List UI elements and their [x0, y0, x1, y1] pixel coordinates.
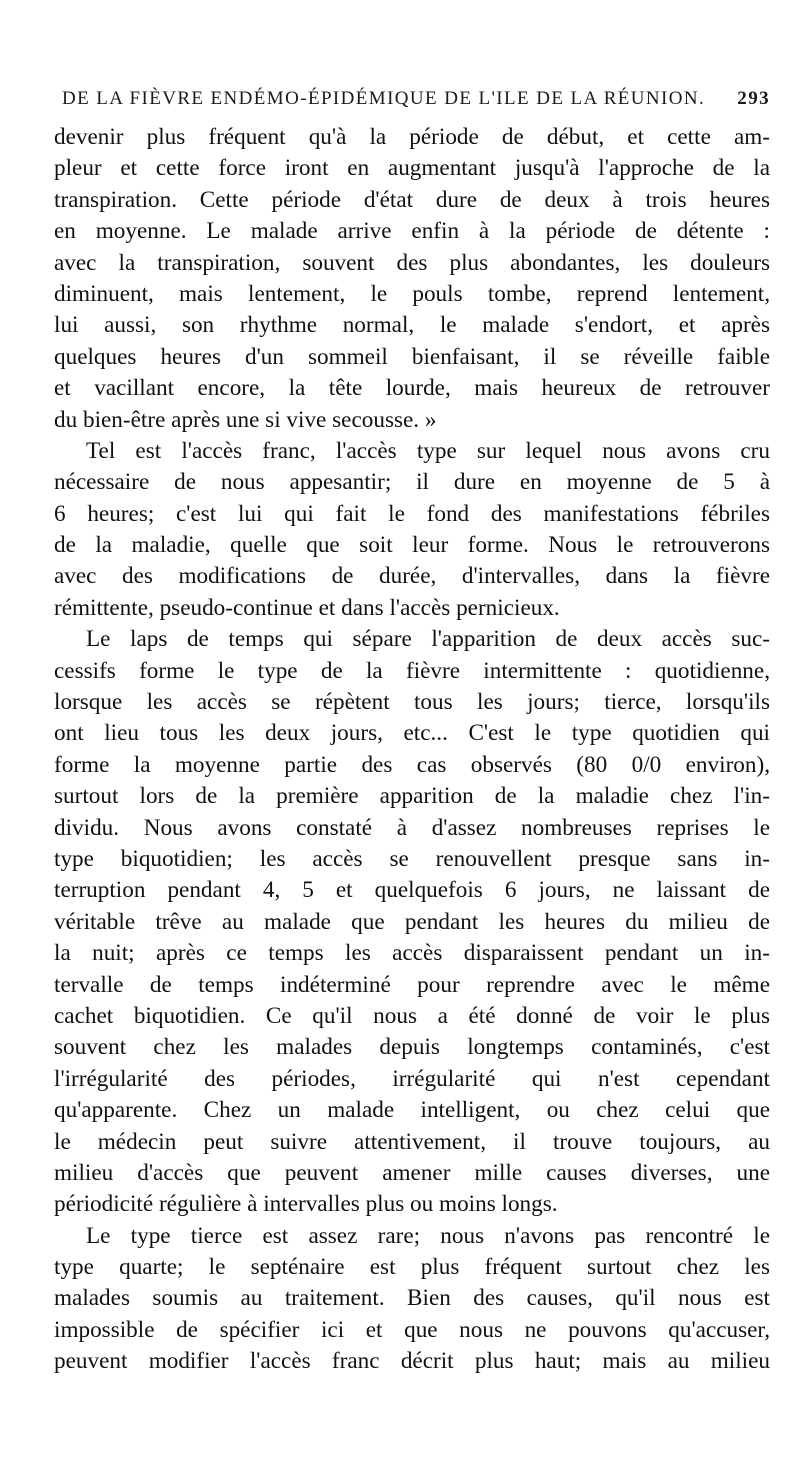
- text-line: la nuit; après ce temps les accès disparaissent pendant un in-: [54, 940, 770, 967]
- text-line: peuvent modifier l'accès franc décrit plus haut; mais au milieu: [54, 1348, 770, 1375]
- text-line: avec la transpiration, souvent des plus abondantes, les douleurs: [54, 249, 770, 276]
- text-line: rémittente, pseudo-continue et dans l'accès pernicieux.: [54, 594, 560, 621]
- text-line: avec des modifications de durée, d'intervalles, dans la fièvre: [54, 563, 770, 590]
- text-line: milieu d'accès que peuvent amener mille causes diverses, une: [54, 1159, 770, 1186]
- text-line: dividu. Nous avons constaté à d'assez nombreuses reprises le: [54, 814, 770, 841]
- text-line: type quarte; le septénaire est plus fréquent surtout chez les: [54, 1254, 770, 1281]
- text-line: ont lieu tous les deux jours, etc... C'est le type quotidien qui: [54, 720, 770, 747]
- text-line: 6 heures; c'est lui qui fait le fond des manifestations fébriles: [54, 500, 770, 527]
- text-line: le médecin peut suivre attentivement, il trouve toujours, au: [54, 1128, 770, 1155]
- text-line: malades soumis au traitement. Bien des causes, qu'il nous est: [54, 1285, 770, 1312]
- text-line: forme la moyenne partie des cas observés (80 0/0 environ),: [54, 751, 770, 778]
- text-line: type biquotidien; les accès se renouvellent presque sans in-: [54, 845, 770, 872]
- text-line: l'irrégularité des périodes, irrégularité qui n'est cependant: [54, 1065, 770, 1092]
- text-line: surtout lors de la première apparition de la maladie chez l'in-: [54, 783, 770, 810]
- text-line: et vacillant encore, la tête lourde, mais heureux de retrouver: [54, 375, 770, 402]
- text-line: lui aussi, son rhythme normal, le malade s'endort, et après: [54, 312, 770, 339]
- text-line: périodicité régulière à intervalles plus ou moins longs.: [54, 1191, 558, 1218]
- text-line: de la maladie, quelle que soit leur forme. Nous le retrouverons: [54, 532, 770, 559]
- running-title: DE LA FIÈVRE ENDÉMO-ÉPIDÉMIQUE DE L'ILE DE LA RÉUNION.: [62, 88, 706, 109]
- text-line: véritable trêve au malade que pendant les heures du milieu de: [54, 908, 770, 935]
- text-line: Le type tierce est assez rare; nous n'avons pas rencontré le: [86, 1222, 770, 1249]
- text-line: terruption pendant 4, 5 et quelquefois 6 jours, ne laissant de: [54, 877, 770, 904]
- text-line: transpiration. Cette période d'état dure de deux à trois heures: [54, 186, 770, 213]
- text-line: diminuent, mais lentement, le pouls tombe, reprend lentement,: [54, 280, 770, 307]
- text-line: lorsque les accès se répètent tous les jours; tierce, lorsqu'ils: [54, 689, 770, 716]
- text-line: pleur et cette force iront en augmentant jusqu'à l'approche de la: [54, 155, 770, 182]
- text-line: qu'apparente. Chez un malade intelligent, ou chez celui que: [54, 1097, 770, 1124]
- text-line: en moyenne. Le malade arrive enfin à la période de détente :: [54, 218, 770, 245]
- page-number: 293: [737, 88, 770, 109]
- text-line: souvent chez les malades depuis longtemps contaminés, c'est: [54, 1034, 770, 1061]
- text-line: quelques heures d'un sommeil bienfaisant, il se réveille faible: [54, 343, 770, 370]
- text-line: devenir plus fréquent qu'à la période de début, et cette am-: [54, 124, 770, 150]
- text-line: nécessaire de nous appesantir; il dure en moyenne de 5 à: [54, 469, 770, 496]
- text-line: Tel est l'accès franc, l'accès type sur lequel nous avons cru: [86, 437, 770, 464]
- body-text: [54, 122, 770, 1378]
- text-line: cessifs forme le type de la fièvre intermittente : quotidienne,: [54, 657, 770, 684]
- text-line: Le laps de temps qui sépare l'apparition de deux accès suc-: [86, 626, 770, 653]
- text-line: cachet biquotidien. Ce qu'il nous a été donné de voir le plus: [54, 1002, 770, 1029]
- text-line: du bien-être après une si vive secousse. »: [54, 406, 437, 433]
- page-header: [62, 84, 770, 114]
- text-line: tervalle de temps indéterminé pour reprendre avec le même: [54, 971, 770, 998]
- text-line: impossible de spécifier ici et que nous ne pouvons qu'accuser,: [54, 1316, 770, 1343]
